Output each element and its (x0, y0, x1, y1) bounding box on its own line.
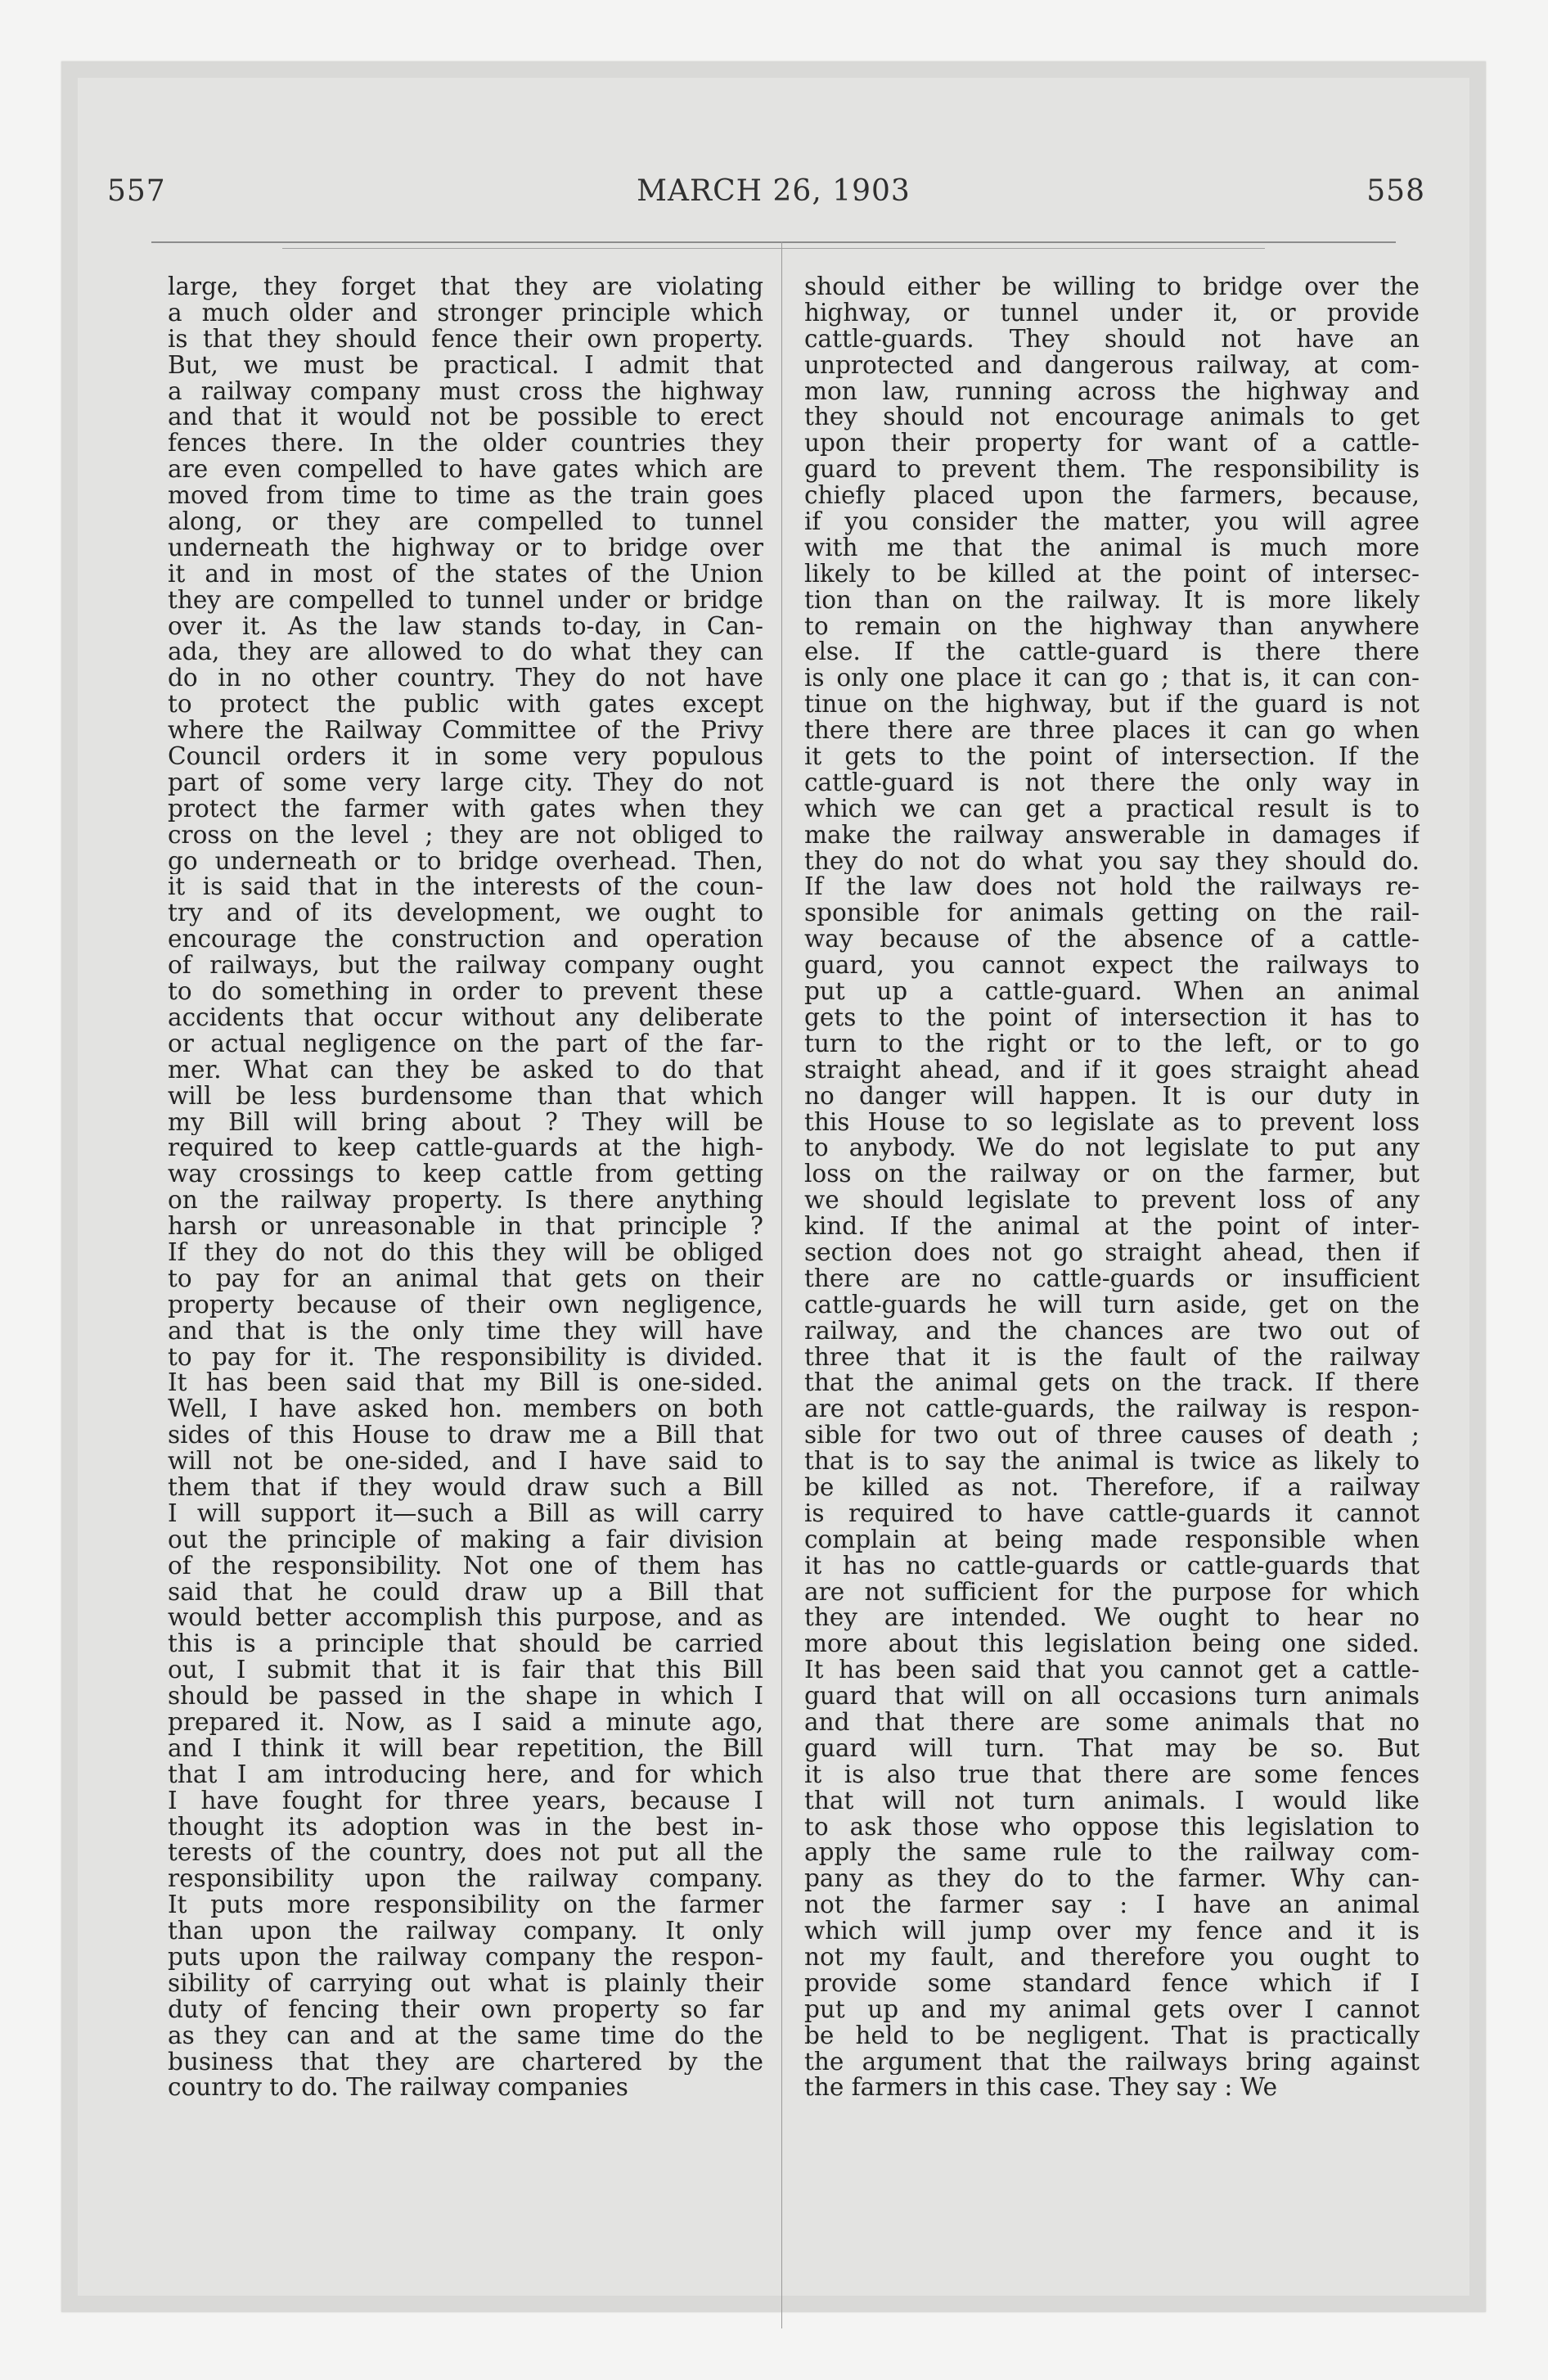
text-line: puts upon the railway company the respon- (168, 1945, 763, 1971)
document-page (78, 78, 1469, 2296)
text-line: try and of its development, we ought to (168, 900, 763, 927)
text-line: country to do. The railway companies (168, 2075, 628, 2102)
text-line: terests of the country, does not put all the (168, 1840, 763, 1867)
text-line: responsibility upon the railway company. (168, 1866, 763, 1893)
text-line: over it. As the law stands to-day, in Can- (168, 613, 763, 640)
text-line: Council orders it in some very populous (168, 744, 763, 770)
text-line: accidents that occur without any deliberate (168, 1004, 763, 1031)
text-line: upon their property for want of a cattle- (804, 430, 1420, 458)
text-line: it has no cattle-guards or cattle-guards that (804, 1553, 1420, 1580)
text-line: and that there are some animals that no (804, 1709, 1420, 1736)
text-line: large, they forget that they are violating (168, 274, 763, 300)
text-line: or actual negligence on the part of the far- (168, 1030, 763, 1057)
text-line: my Bill will bring about ? They will be (168, 1109, 763, 1136)
text-line: is that they should fence their own property. (168, 326, 763, 353)
text-line: are not cattle-guards, the railway is respon- (804, 1396, 1420, 1423)
text-line: more about this legislation being one sided. (804, 1631, 1420, 1658)
page-number-left: 557 (107, 174, 166, 208)
text-line: this is a principle that should be carried (168, 1631, 763, 1658)
text-line: cross on the level ; they are not obliged to (168, 822, 763, 849)
text-line: and that it would not be possible to erect (168, 404, 763, 431)
text-line: guard will turn. That may be so. But (804, 1735, 1420, 1762)
text-line: which will jump over my fence and it is (804, 1918, 1420, 1945)
text-line: thought its adoption was in the best in- (168, 1814, 763, 1841)
header-rule-thin (282, 248, 1265, 249)
scanned-page-border (61, 61, 1486, 2312)
text-line: is only one place it can go ; that is, it can con- (804, 665, 1420, 692)
text-line: a much older and stronger principle which (168, 300, 763, 327)
text-line: there there are three places it can go when (804, 718, 1420, 745)
text-line: guard to prevent them. The responsibility is (804, 457, 1420, 484)
text-line: to remain on the highway than anywhere (804, 613, 1420, 640)
text-line: that the animal gets on the track. If there (804, 1370, 1420, 1397)
text-line: guard that will on all occasions turn animals (804, 1684, 1420, 1710)
page-number-right: 558 (1366, 174, 1425, 208)
text-line: put up and my animal gets over I cannot (804, 1996, 1420, 2023)
text-line: moved from time to time as the train goes (168, 483, 763, 510)
page-header (78, 174, 1469, 223)
text-line: cattle-guard is not there the only way in (804, 769, 1420, 796)
text-line: encourage the construction and operation (168, 926, 763, 953)
text-line: along, or they are compelled to tunnel (168, 509, 763, 535)
text-line: highway, or tunnel under it, or provide (804, 300, 1420, 327)
text-line: turn to the right or to the left, or to go (804, 1030, 1420, 1057)
text-line: provide some standard fence which if I (804, 1970, 1420, 1997)
text-line: I will support it—such a Bill as will carry (168, 1500, 763, 1527)
text-line: business that they are chartered by the (168, 2049, 763, 2076)
text-line: to pay for it. The responsibility is divided. (168, 1344, 763, 1371)
text-line: railway, and the chances are two out of (804, 1318, 1420, 1345)
text-line: likely to be killed at the point of intersec- (804, 561, 1420, 588)
text-line: will not be one-sided, and I have said to (168, 1449, 763, 1475)
text-line: way because of the absence of a cattle- (804, 926, 1420, 953)
text-line: should either be willing to bridge over the (804, 274, 1420, 300)
text-line: out the principle of making a fair division (168, 1526, 763, 1553)
text-line: It has been said that my Bill is one-sided. (168, 1370, 763, 1397)
text-line: this House to so legislate as to prevent loss (804, 1109, 1420, 1136)
text-line: unprotected and dangerous railway, at com- (804, 352, 1420, 379)
header-rule (151, 241, 1396, 243)
text-line: they should not encourage animals to get (804, 404, 1420, 431)
text-line: Well, I have asked hon. members on both (168, 1396, 763, 1423)
text-line: they do not do what you say they should do. (804, 848, 1420, 875)
text-line: else. If the cattle-guard is there there (804, 639, 1420, 666)
text-line: If they do not do this they will be obliged (168, 1239, 763, 1266)
text-line: sponsible for animals getting on the rail- (804, 900, 1420, 927)
text-line: that is to say the animal is twice as likely to (804, 1449, 1420, 1475)
text-line: underneath the highway or to bridge over (168, 534, 763, 561)
text-line: property because of their own negligence, (168, 1291, 763, 1318)
text-line: are not sufficient for the purpose for which (804, 1579, 1420, 1606)
right-column (804, 274, 1420, 2101)
text-line: chiefly placed upon the farmers, because, (804, 483, 1420, 510)
page-date-title: MARCH 26, 1903 (637, 174, 911, 208)
text-line: no danger will happen. It is our duty in (804, 1083, 1420, 1110)
text-line: to ask those who oppose this legislation to (804, 1814, 1420, 1841)
text-line: than upon the railway company. It only (168, 1918, 763, 1945)
text-line: But, we must be practical. I admit that (168, 352, 763, 379)
text-line: should be passed in the shape in which I (168, 1684, 763, 1710)
text-line: would better accomplish this purpose, and as (168, 1605, 763, 1632)
text-line: of railways, but the railway company ought (168, 953, 763, 980)
text-line: kind. If the animal at the point of inter- (804, 1214, 1420, 1240)
text-line: and I think it will bear repetition, the Bill (168, 1735, 763, 1762)
text-line: as they can and at the same time do the (168, 2022, 763, 2049)
text-line: put up a cattle-guard. When an animal (804, 979, 1420, 1005)
text-line: duty of fencing their own property so far (168, 1996, 763, 2023)
text-line: the farmers in this case. They say : We (804, 2075, 1278, 2102)
text-line: sides of this House to draw me a Bill that (168, 1422, 763, 1449)
text-line: section does not go straight ahead, then if (804, 1239, 1420, 1266)
text-line: to do something in order to prevent these (168, 979, 763, 1005)
text-line: cattle-guards he will turn aside, get on the (804, 1291, 1420, 1318)
text-line: it is also true that there are some fences (804, 1761, 1420, 1788)
text-line: sible for two out of three causes of death ; (804, 1422, 1420, 1449)
text-line: loss on the railway or on the farmer, but (804, 1161, 1420, 1188)
text-line: of the responsibility. Not one of them has (168, 1553, 763, 1580)
text-line: to anybody. We do not legislate to put any (804, 1135, 1420, 1162)
text-line: with me that the animal is much more (804, 534, 1420, 561)
text-line: where the Railway Committee of the Privy (168, 718, 763, 745)
text-line: mon law, running across the highway and (804, 378, 1420, 405)
text-line: harsh or unreasonable in that principle ? (168, 1214, 763, 1240)
text-line: they are intended. We ought to hear no (804, 1605, 1420, 1632)
text-line: not the farmer say : I have an animal (804, 1892, 1420, 1919)
text-line: cattle-guards. They should not have an (804, 326, 1420, 353)
text-line: tinue on the highway, but if the guard is not (804, 692, 1420, 719)
text-line: to pay for an animal that gets on their (168, 1265, 763, 1292)
text-line: out, I submit that it is fair that this Bill (168, 1657, 763, 1684)
text-line: ada, they are allowed to do what they can (168, 639, 763, 666)
text-line: that I am introducing here, and for which (168, 1761, 763, 1788)
text-line: I have fought for three years, because I (168, 1787, 763, 1814)
text-line: them that if they would draw such a Bill (168, 1474, 763, 1501)
text-line: the argument that the railways bring against (804, 2049, 1420, 2076)
column-divider (781, 241, 782, 2328)
text-line: it is said that in the interests of the coun- (168, 874, 763, 901)
text-line: be held to be negligent. That is practically (804, 2022, 1420, 2049)
text-line: three that it is the fault of the railway (804, 1344, 1420, 1371)
text-line: straight ahead, and if it goes straight ahead (804, 1057, 1420, 1084)
text-line: way crossings to keep cattle from getting (168, 1161, 763, 1188)
text-line: apply the same rule to the railway com- (804, 1840, 1420, 1867)
text-line: not my fault, and therefore you ought to (804, 1945, 1420, 1971)
text-line: gets to the point of intersection it has to (804, 1004, 1420, 1031)
text-line: protect the farmer with gates when they (168, 796, 763, 823)
text-line: which we can get a practical result is to (804, 796, 1420, 823)
text-line: required to keep cattle-guards at the high- (168, 1135, 763, 1162)
text-line: we should legislate to prevent loss of any (804, 1188, 1420, 1215)
text-line: tion than on the railway. It is more likely (804, 587, 1420, 614)
left-column (168, 274, 763, 2101)
text-line: do in no other country. They do not have (168, 665, 763, 692)
text-line: if you consider the matter, you will agree (804, 509, 1420, 535)
text-line: go underneath or to bridge overhead. Then, (168, 848, 763, 875)
text-line: complain at being made responsible when (804, 1526, 1420, 1553)
text-line: on the railway property. Is there anything (168, 1188, 763, 1215)
text-line: If the law does not hold the railways re- (804, 874, 1420, 901)
text-line: sibility of carrying out what is plainly their (168, 1970, 763, 1997)
text-line: are even compelled to have gates which are (168, 457, 763, 484)
text-line: it gets to the point of intersection. If the (804, 744, 1420, 770)
text-line: will be less burdensome than that which (168, 1083, 763, 1110)
text-line: that will not turn animals. I would like (804, 1787, 1420, 1814)
text-line: It puts more responsibility on the farmer (168, 1892, 763, 1919)
text-line: part of some very large city. They do not (168, 769, 763, 796)
text-line: and that is the only time they will have (168, 1318, 763, 1345)
text-line: said that he could draw up a Bill that (168, 1579, 763, 1606)
text-line: there are no cattle-guards or insufficient (804, 1265, 1420, 1292)
text-line: be killed as not. Therefore, if a railway (804, 1474, 1420, 1501)
text-line: mer. What can they be asked to do that (168, 1057, 763, 1084)
text-line: to protect the public with gates except (168, 692, 763, 719)
text-line: It has been said that you cannot get a cattle- (804, 1657, 1420, 1684)
text-line: guard, you cannot expect the railways to (804, 953, 1420, 980)
text-line: they are compelled to tunnel under or bridge (168, 587, 763, 614)
text-line: pany as they do to the farmer. Why can- (804, 1866, 1420, 1893)
text-line: it and in most of the states of the Union (168, 561, 763, 588)
text-line: prepared it. Now, as I said a minute ago, (168, 1709, 763, 1736)
text-line: fences there. In the older countries they (168, 430, 763, 458)
text-line: make the railway answerable in damages if (804, 822, 1420, 849)
text-line: a railway company must cross the highway (168, 378, 763, 405)
text-line: is required to have cattle-guards it cannot (804, 1500, 1420, 1527)
